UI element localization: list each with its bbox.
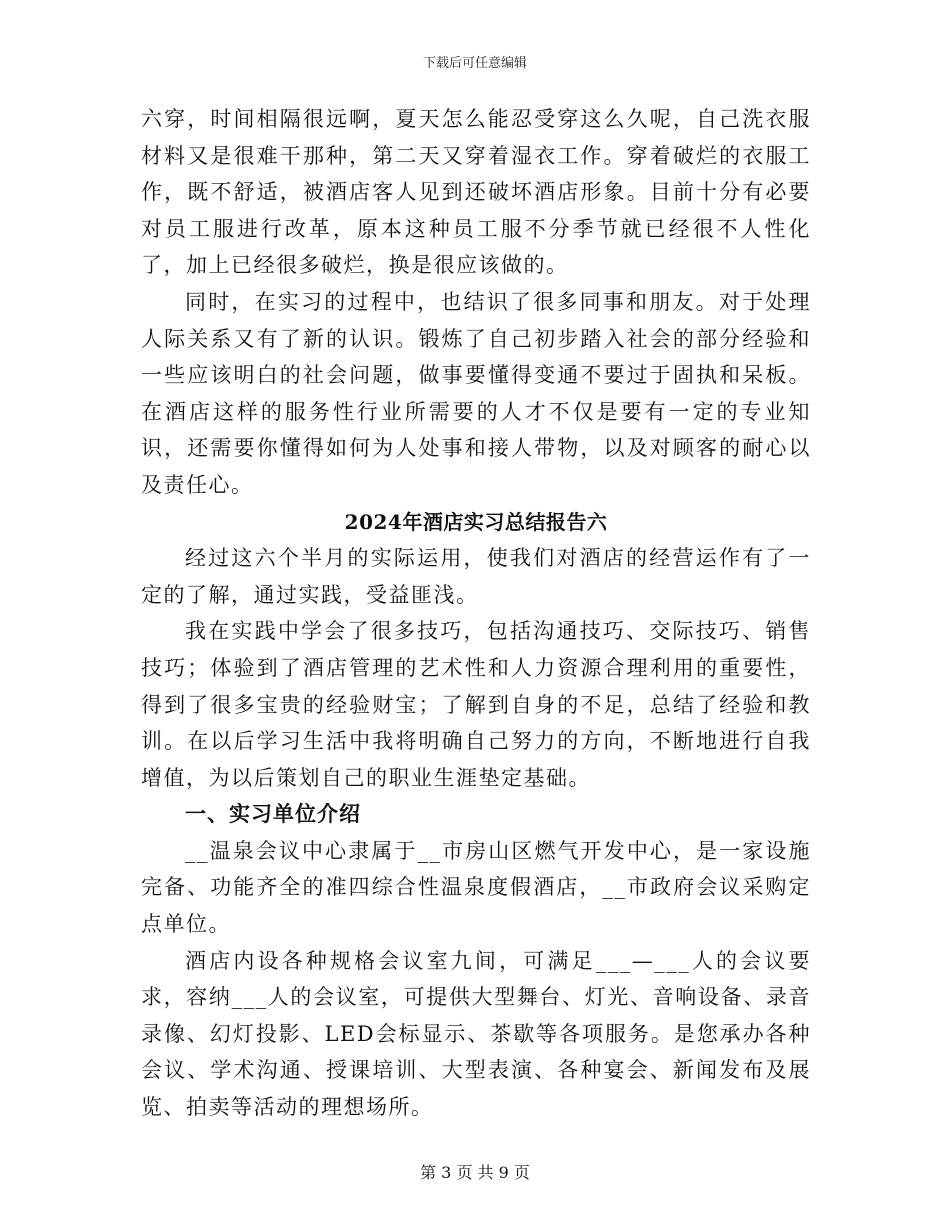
- paragraph: 六穿，时间相隔很远啊，夏天怎么能忍受穿这么久呢，自己洗衣服材料又是很难干那种，第二天又穿着湿衣工作。穿着破烂的衣服工作，既不舒适，被酒店客人见到还破坏酒店形象。目前十分有必要对员工服进行改革，原本这种员工服不分季节就已经很不人性化了，加上已经很多破烂，换是很应该做的。: [141, 107, 811, 278]
- paragraph: 经过这六个半月的实际运用，使我们对酒店的经营运作有了一定的了解，通过实践，受益匪浅。: [141, 546, 811, 607]
- paragraph: __温泉会议中心隶属于__市房山区燃气开发中心，是一家设施完备、功能齐全的准四综合性温泉度假酒店，__市政府会议采购定点单位。: [141, 838, 811, 937]
- paragraph: 酒店内设各种规格会议室九间，可满足___—___人的会议要求，容纳___人的会议室，可提供大型舞台、灯光、音响设备、录音录像、幻灯投影、LED会标显示、茶歇等各项服务。是您承办各种会议、学术沟通、授课培训、大型表演、各种宴会、新闻发布及展览、拍卖等活动的理想场所。: [141, 948, 811, 1120]
- header-note: 下载后可任意编辑: [422, 56, 527, 71]
- paragraph: 我在实践中学会了很多技巧，包括沟通技巧、交际技巧、销售技巧；体验到了酒店管理的艺术性和人力资源合理利用的重要性，得到了很多宝贵的经验财宝；了解到自身的不足，总结了经验和教训。在以后学习生活中我将明确自己努力的方向，不断地进行自我增值，为以后策划自己的职业生涯垫定基础。: [141, 619, 811, 790]
- page-number-footer: 第 3 页 共 9 页: [420, 1163, 530, 1182]
- section-title: 2024年酒店实习总结报告六: [344, 509, 608, 534]
- document-body: [141, 101, 811, 1126]
- paragraph: 同时，在实习的过程中，也结识了很多同事和朋友。对于处理人际关系又有了新的认识。锻炼了自己初步踏入社会的部分经验和一些应该明白的社会问题，做事要懂得变通不要过于固执和呆板。在酒店这样的服务性行业所需要的人才不仅是要有一定的专业知识，还需要你懂得如何为人处事和接人带物，以及对顾客的耐心以及责任心。: [141, 289, 811, 497]
- subsection-heading: 一、实习单位介绍: [185, 801, 361, 827]
